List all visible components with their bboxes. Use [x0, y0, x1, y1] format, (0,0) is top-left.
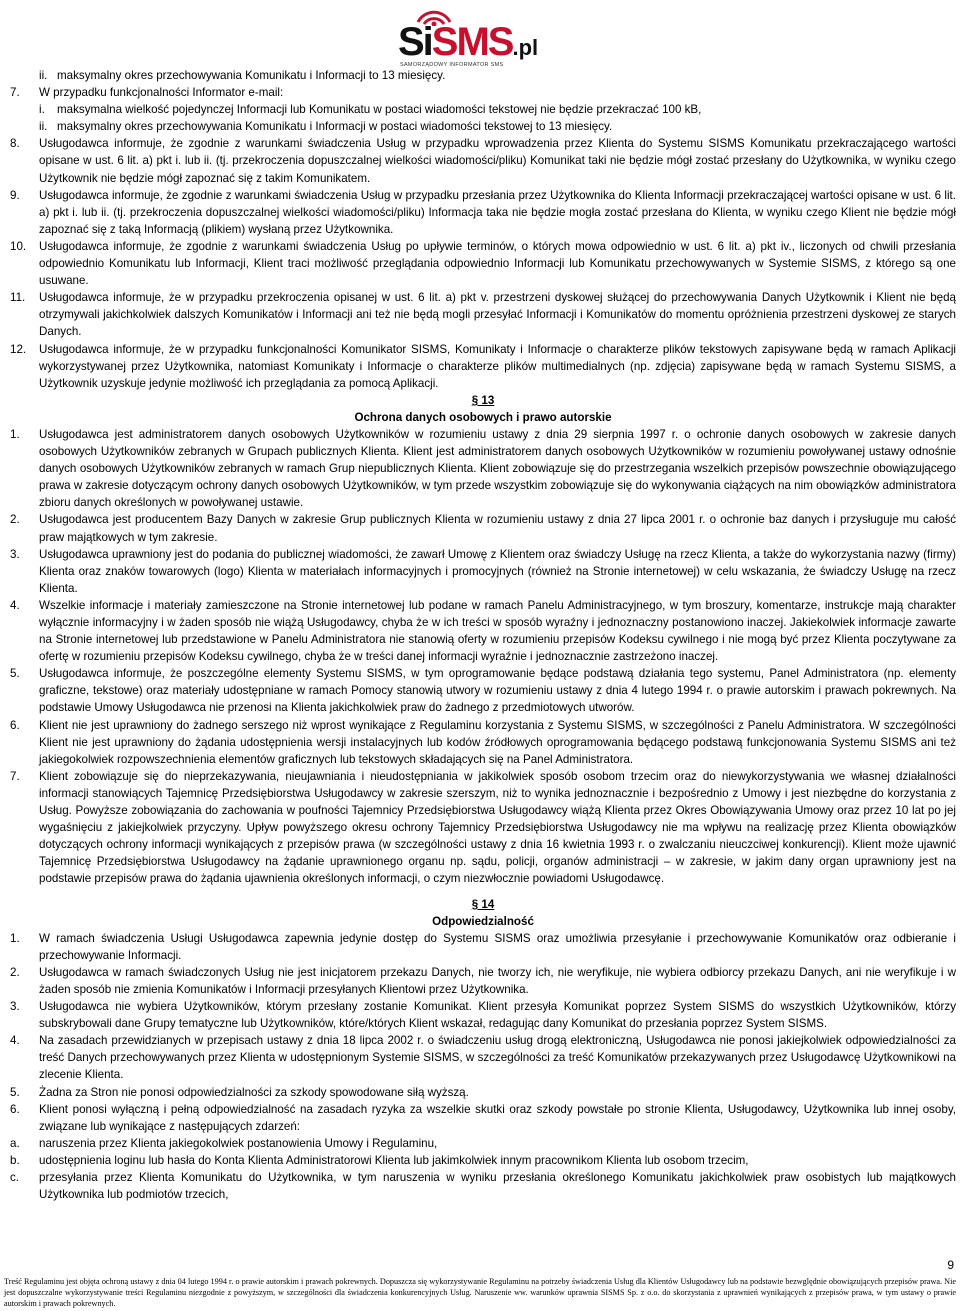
section-14-list: [10, 930, 956, 1135]
item-text: Usługodawca jest producentem Bazy Danych w zakresie Grup publicznych Klienta w rozumieniu ustawy z dnia 27 lipca 2001 r. o ochronie baz danych i przysługuje mu całość praw majątkowych w tym zakresie.: [39, 513, 956, 544]
list-item: [10, 546, 956, 597]
item-text: Usługodawca uprawniony jest do podania do publicznej wiadomości, że zawarł Umowę z Klientem oraz świadczy Usługę na rzecz Klienta, a także do wykorzystania nazwy (firmy) Klienta oraz znaków towarowych (logo) Klienta w materiałach informacyjnych i promocyjnych (również na Stronie internetowej) w celu wskazania, że świadczy Usługę na rzecz Klienta.: [39, 547, 956, 595]
item-number: 4.: [10, 1034, 20, 1048]
list-item: [10, 1135, 956, 1152]
item-number: 10.: [10, 239, 27, 253]
list-item: [10, 187, 956, 238]
item-text: Żadna za Stron nie ponosi odpowiedzialności za szkody spowodowane siłą wyższą.: [39, 1085, 469, 1099]
item-text: Usługodawca informuje, że zgodnie z warunkami świadczenia Usług w przypadku wprowadzenia przez Klienta do Systemu SISMS Komunikatu przekraczającego wartości opisane w ust. 6 lit. a) pkt i. lub ii. (tj. przekroczenia dopuszczalnej wielkości wiadomości/pliku) Komunikat taki nie będzie mógł zostać przesłany do Użytkownika, w wyniku czego Użytkownik nie będzie mógł zapoznać się z takim Komunikatem.: [39, 137, 956, 185]
item-number: b.: [10, 1153, 20, 1167]
item-number: 3.: [10, 547, 20, 561]
list-item: [10, 1084, 956, 1101]
item-text: Usługodawca informuje, że w przypadku przekroczenia opisanej w ust. 6 lit. a) pkt v. przestrzeni dyskowej służącej do przechowywania Danych Użytkownik i Klient nie będą otrzymywali jakichkolwiek dalszych Komunikatów i Informacji ani też nie będą mogli przesyłać Informacji i Komunikatów do momentu opróżnienia przestrzeni dyskowej ze starych Danych.: [39, 291, 956, 339]
item-number: 7.: [10, 769, 20, 783]
list-item: [10, 1032, 956, 1083]
list-item: [10, 426, 956, 511]
sisms-logo: [396, 4, 539, 76]
item-number: 11.: [10, 291, 26, 305]
item-text: W przypadku funkcjonalności Informator e-mail:: [39, 86, 284, 100]
item-text: Usługodawca informuje, że zgodnie z warunkami świadczenia Usług w przypadku przesłania przez Użytkownika do Klienta Informacji przekraczającej wartości opisane w ust. 6 lit. a) pkt i. lub ii. (tj. przekroczenia dopuszczalnej wielkości wiadomości/pliku) Informacja taka nie będzie mogła zostać przesłana do Klienta, w wyniku czego Klient nie będzie mógł zapoznać się z taką Informacją (plikiem) wysłaną przez Użytkownika.: [39, 188, 956, 236]
item-text: W ramach świadczenia Usługi Usługodawca zapewnia jedynie dostęp do Systemu SISMS oraz umożliwia przesyłanie i przechowywanie Komunikatów oraz odbieranie i przechowywanie Informacji.: [39, 931, 956, 962]
list-item: [10, 118, 956, 135]
list-item: [10, 135, 956, 186]
item-text: Usługodawca jest administratorem danych osobowych Użytkowników w rozumieniu ustawy z dnia 29 sierpnia 1997 r. o ochronie danych osobowych w zakresie danych osobowych Użytkowników zebranych w Grupach publicznych Klienta. Klient jest administratorem danych osobowych Użytkowników w rozumieniu powoływanej ustawy odnośnie danych osobowych Użytkowników zebranych w ramach Grup niepublicznych Klienta. Klient zobowiązuje się do przestrzegania wszelkich przepisów powszechnie obowiązującego prawa w zakresie dotyczącym ochrony danych osobowych Użytkowników, w tym przede wszystkim zobowiązuje się do wykonywania ciążących na nim obowiązków administratora zbioru danych określonych w powoływanej ustawie.: [39, 427, 956, 510]
list-item: [10, 289, 956, 340]
list-item: [10, 930, 956, 964]
item-text: Usługodawca informuje, że poszczególne elementy Systemu SISMS, w tym oprogramowanie będące podstawą działania tego systemu, Panel Administratora (np. elementy graficzne, tekstowe) oraz materiały udostępniane w ramach Pomocy stanowią utwory w rozumieniu ustawy z dnia 4 lutego 1994 r. o prawie autorskim i prawach pokrewnych. Na podstawie Umowy Usługodawca nie przenosi na Klienta jakichkolwiek praw do żadnego z przedmiotowych utworów.: [39, 667, 956, 715]
list-item: [10, 665, 956, 716]
item-number: 5.: [10, 1085, 20, 1099]
item-number: 2.: [10, 513, 20, 527]
logo-tagline: SAMORZĄDOWY INFORMATOR SMS: [400, 62, 504, 68]
item-number: 6.: [10, 718, 20, 732]
item-number: 1.: [10, 427, 20, 441]
item-number: ii.: [39, 69, 48, 82]
item-number: 2.: [10, 965, 20, 979]
list-item: [10, 964, 956, 998]
item-number: 4.: [10, 598, 20, 612]
top-list: [10, 67, 956, 392]
item-number: a.: [10, 1136, 20, 1150]
item-text: maksymalny okres przechowywania Komunikatu i Informacji to 13 miesięcy.: [57, 69, 446, 82]
item-text: Usługodawca informuje, że zgodnie z warunkami świadczenia Usług po upływie terminów, o których mowa odpowiednio w ust. 6 lit. a) pkt iv., liczonych od chwili przesłania odpowiednio Komunikatu lub Informacji, Klient traci możliwość przeglądania odpowiednio Informacji lub Komunikatu przechowywanych w Systemie SISMS, z którego są one usuwane.: [39, 239, 956, 288]
section-14-number: § 14: [471, 897, 495, 911]
item-text: Klient nie jest uprawniony do żadnego serszego niż wprost wynikające z Regulaminu korzystania z Systemu SISMS, w szczególności z Panelu Administratora. W szczególności Klient nie jest uprawniony do żądania udostępnienia wersji instalacyjnych lub kodów źródłowych oprogramowania będącego podstawą funkcjonowania Systemu SISMS ani też jakiegokolwiek rozpowszechnienia elementów graficznych lub tekstowych składających się na Panel Administratora.: [39, 718, 956, 766]
section-13-number: § 13: [471, 393, 495, 407]
item-number: 7.: [10, 86, 20, 100]
list-item: [10, 84, 956, 101]
copyright-footer: Treść Regulaminu jest objęta ochroną ustawy z dnia 04 lutego 1994 r. o prawie autorskim i prawach pokrewnych. Dopuszcza się wykorzystywanie Regulaminu na potrzeby świadczenia Usług dla Klientów Usługodawcy lub na podstawie bezwględnie obowiązujących przepisów prawa. Nie jest dopuszczalne wykorzystywanie treści Regulaminu niezgodnie z powyższym, w szczególności dla świadczenia konkurencyjnych Usług. Naruszenie ww. warunków uprawnia SISMS Sp. z o.o. do skorzystania z uprawnień wynikających z przepisów prawa, w tym ustawy o prawie autorskim i prawach pokrewnych.: [4, 1277, 956, 1308]
item-text: Klient zobowiązuje się do nieprzekazywania, nieujawniania i nieudostępniania w jakikolwiek sposób osobom trzecim oraz do niewykorzystywania we własnej działalności informacji stanowiących Tajemnicę Przedsiębiorstwa Usługodawcy w zakresie szerszym, niż to wynika jednoznacznie i bezpośrednio z Umowy i jest niezbędne do korzystania z Usług. Powyższe zobowiązania do zachowania w poufności Tajemnicy Przedsiębiorstwa Usługodawcy wiążą Klienta przez Okres Obowiązywania Umowy oraz przez 10 lat po jej wygaśnięciu z jakiejkolwiek przyczyny. Upływ powyższego okresu ochrony Tajemnicy Przedsiębiorstwa Usługodawcy nie ma wpływu na realizację przez Klienta obowiązków dotyczących ochrony informacji wynikających z przepisów prawa (w szczególności ustawy z dnia 16 kwietnia 1993 r. o zwalczaniu nieuczciwej konkurencji). Klient może ujawnić Tajemnicę Przedsiębiorstwa Usługodawcy na żądanie uprawnionego organu np. sądu, policji, organów administracji – w zakresie, w jakim dany organ uprawniony jest na podstawie przepisów prawa do żądania ujawnienia określonych informacji, o czym niezwłocznie powiadomi Usługodawcę.: [39, 769, 956, 886]
item-number: 9.: [10, 188, 20, 202]
list-item: [10, 238, 956, 289]
item-text: Wszelkie informacje i materiały zamieszczone na Stronie internetowej lub podane w ramach Panelu Administracyjnego, w tym broszury, komentarze, instrukcje mają charakter wyłącznie informacyjny i w żaden sposób nie wiążą Usługodawcy, chyba że w ich treści w sposób wyraźny i jednoznaczny postanowiono inaczej. Jakiekolwiek informacje zawarte na Stronie internetowej lub przedstawione w Panelu Administratora nie stanowią oferty w rozumieniu przepisów Kodeksu cywilnego i nie mogą być przez Klienta poczytywane za ofertę w rozumieniu przepisów Kodeksu cywilnego, chyba że w treści danej informacji wyraźnie i jednoznacznie zastrzeżono inaczej.: [39, 598, 956, 664]
item-number: 5.: [10, 667, 20, 681]
item-text: przesyłania przez Klienta Komunikatu do Użytkownika, w tym naruszenia w wyniku przesłania określonego Komunikatu jakichkolwiek praw osobistych lub majątkowych Użytkownika lub podmiotów trzecich,: [39, 1171, 956, 1202]
item-text: Usługodawca informuje, że w przypadku funkcjonalności Komunikator SISMS, Komunikaty i Informacje o charakterze plików tekstowych zapisywane będą w ramach Aplikacji wykorzystywanej przez Użytkownika, natomiast Komunikaty i Informacje o charakterze plików multimedialnych (np. zdjęcia) zapisywane będą w ramach Systemu SISMS, a Użytkownik uzyskuje jedynie możliwość ich przeglądania za pomocą Aplikacji.: [39, 342, 956, 390]
item-text: naruszenia przez Klienta jakiegokolwiek postanowienia Umowy i Regulaminu,: [39, 1136, 438, 1150]
section-13-heading: [10, 392, 956, 426]
page-number: 9: [947, 1258, 954, 1272]
item-number: 8.: [10, 137, 20, 151]
item-text: Usługodawca w ramach świadczonych Usług nie jest inicjatorem przekazu Danych, nie tworzy ich, nie weryfikuje, nie wybiera odbiorcy przekazu Danych, ani nie weryfikuje i w żaden sposób nie zmienia Komunikatów i Informacji przesyłanych Klientowi przez Użytkownika.: [39, 965, 956, 996]
item-text: maksymalna wielkość pojedynczej Informacji lub Komunikatu w postaci wiadomości tekstowej nie będzie przekraczać 100 kB,: [57, 103, 702, 117]
list-item: [10, 101, 956, 118]
list-item: [10, 511, 956, 545]
item-text: maksymalny okres przechowywania Komunikatu i Informacji w postaci wiadomości tekstowej to 13 miesięcy.: [57, 120, 613, 134]
item-number: c.: [10, 1171, 20, 1184]
section-13-list: [10, 426, 956, 888]
list-item: [10, 768, 956, 888]
item-number: i.: [39, 103, 45, 117]
section-14-sublist: [10, 1135, 956, 1203]
item-number: 3.: [10, 1000, 20, 1014]
section-14-heading: [10, 896, 956, 930]
item-text: Na zasadach przewidzianych w przepisach ustawy z dnia 18 lipca 2002 r. o świadczeniu usług drogą elektroniczną, Usługodawca nie ponosi jakiejkolwiek odpowiedzialności za treść Danych przechowywanych przez Klienta w udostępnionym Systemie SISMS, w szczególności za treść Komunikatów przekazywanych przez Usługodawcę Użytkownikowi na zlecenie Klienta.: [39, 1034, 956, 1082]
list-item: [10, 998, 956, 1032]
item-number: ii.: [39, 120, 48, 134]
document-body: [10, 67, 956, 1203]
section-14-title: Odpowiedzialność: [432, 914, 534, 928]
list-item: [10, 1169, 956, 1203]
item-text: Klient ponosi wyłączną i pełną odpowiedzialność na zasadach ryzyka za wszelkie skutki oraz szkody powstałe po stronie Klienta, Usługodawcy, Użytkownika lub innej osoby, związane lub wynikające z następujących zdarzeń:: [39, 1102, 956, 1133]
section-13-title: Ochrona danych osobowych i prawo autorskie: [354, 410, 612, 424]
item-number: 6.: [10, 1102, 20, 1116]
item-text: udostępnienia loginu lub hasła do Konta Klienta Administratorowi Klienta lub jakimkolwiek innym pracownikom Klienta lub osobom trzecim,: [39, 1153, 749, 1167]
list-item: [10, 597, 956, 665]
item-number: 12.: [10, 342, 27, 356]
list-item: [10, 1101, 956, 1135]
list-item: [10, 1152, 956, 1169]
item-number: 1.: [10, 931, 20, 945]
list-item: [10, 341, 956, 392]
list-item: [10, 717, 956, 768]
logo-wordmark: SiSMS.pl: [398, 20, 539, 64]
item-text: Usługodawca nie wybiera Użytkowników, którym przesłany zostanie Komunikat. Klient przesyła Komunikat poprzez System SISMS do wszystkich Użytkowników, którzy subskrybowali dane Grupy tematyczne lub Użytkowników, które/których Klient wskazał, redagując dany Komunikat do przesłania poprzez System SISMS.: [39, 1000, 956, 1031]
list-item: [10, 67, 956, 84]
